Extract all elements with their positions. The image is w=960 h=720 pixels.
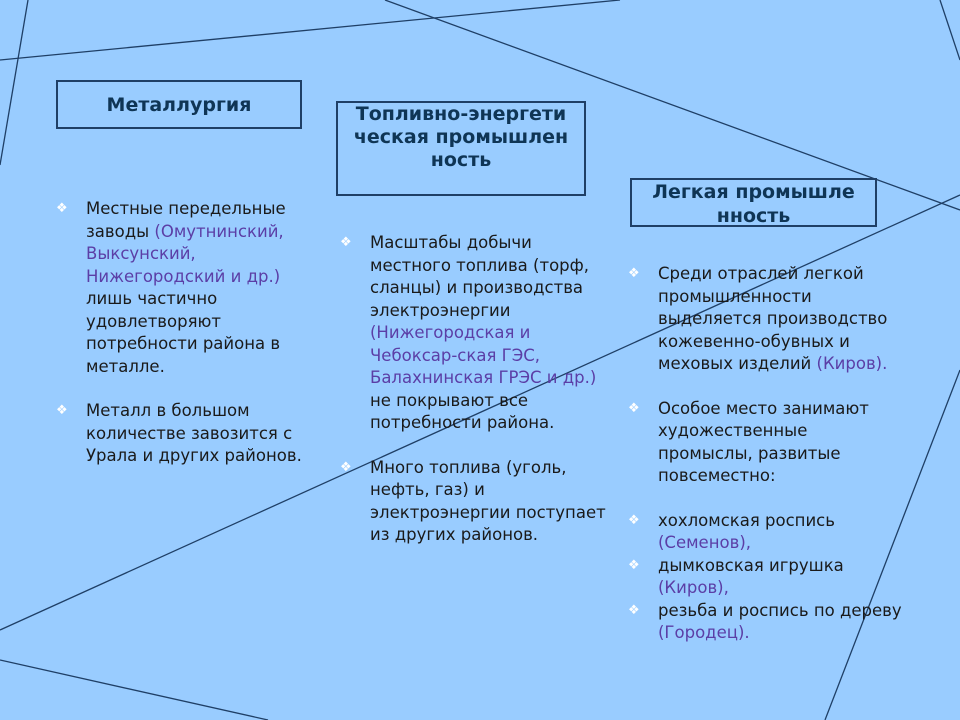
- bullet-highlight-text: (Киров),: [658, 578, 729, 597]
- bg-line: [0, 660, 268, 720]
- bullet-highlight-text: (Киров).: [816, 354, 888, 373]
- metallurgy-bullet-item: [56, 400, 306, 468]
- bullet-text-continued: лишь частично удовлетворяют потребности района в металле.: [86, 289, 281, 376]
- diamond-bullet-icon: ❖: [628, 602, 640, 618]
- diamond-bullet-icon: ❖: [340, 459, 352, 475]
- fuel-industry-bullets: [340, 232, 608, 547]
- header-metallurgy: [56, 80, 302, 129]
- bullet-highlight-text: (Омутнинский, Выксунский, Нижегородский и др.): [86, 221, 284, 286]
- bg-line: [940, 0, 960, 60]
- light-bullet-item: [628, 600, 903, 645]
- light-bullet-item: [628, 398, 903, 488]
- spacer: [340, 435, 608, 457]
- diamond-bullet-icon: ❖: [56, 403, 68, 418]
- bullet-text: Металл в большом количестве завозится с Урала и других районов.: [86, 401, 302, 465]
- fuel-bullet-item: [340, 232, 608, 435]
- header-fuel-industry-label: Топливно-энергетическая промышленность: [353, 103, 569, 171]
- bullet-text: Местные передельные заводы: [86, 199, 286, 241]
- bullet-text: Особое место занимают художественные промыслы, развитые повсеместно:: [658, 398, 869, 485]
- diamond-bullet-icon: ❖: [340, 235, 352, 250]
- diamond-bullet-icon: ❖: [56, 201, 68, 216]
- light-bullet-item: [628, 510, 903, 555]
- diamond-bullet-icon: ❖: [628, 400, 640, 416]
- light-industry-bullets: [628, 263, 903, 645]
- bg-line: [0, 0, 28, 165]
- bullet-highlight-text: (Нижегородская и Чебоксар-ская ГЭС, Балахнинская ГРЭС и др.): [370, 323, 597, 387]
- bullet-text: дымковская игрушка: [658, 555, 844, 575]
- header-light-industry-label: Легкая промышленность: [652, 181, 855, 227]
- spacer: [56, 378, 306, 400]
- bullet-highlight-text: (Городец).: [658, 623, 750, 642]
- light-bullet-item: [628, 263, 903, 376]
- header-light-industry: [630, 178, 877, 227]
- bullet-text: хохломская роспись: [658, 510, 835, 530]
- header-fuel-industry: [336, 101, 586, 196]
- diamond-bullet-icon: ❖: [628, 557, 640, 573]
- bullet-text: Масштабы добычи местного топлива (торф, сланцы) и производства электроэнергии: [370, 233, 589, 320]
- light-bullet-item: [628, 555, 903, 600]
- bg-line: [0, 0, 620, 60]
- fuel-bullet-item: [340, 457, 608, 547]
- spacer: [628, 488, 903, 510]
- header-metallurgy-label: Металлургия: [106, 94, 252, 116]
- bullet-text: резьба и роспись по дереву: [658, 600, 902, 620]
- bullet-text: Много топлива (уголь, нефть, газ) и электроэнергии поступает из других районов.: [370, 457, 606, 544]
- diamond-bullet-icon: ❖: [628, 512, 640, 528]
- spacer: [628, 376, 903, 398]
- bullet-text: Среди отраслей легкой промышленности выделяется производство кожевенно-обувных и меховых изделий: [658, 264, 888, 373]
- bullet-highlight-text: (Семенов),: [658, 533, 751, 552]
- bullet-text-continued: не покрывают все потребности района.: [370, 390, 555, 432]
- metallurgy-bullets: [56, 198, 306, 468]
- metallurgy-bullet-item: [56, 198, 306, 378]
- diamond-bullet-icon: ❖: [628, 266, 640, 281]
